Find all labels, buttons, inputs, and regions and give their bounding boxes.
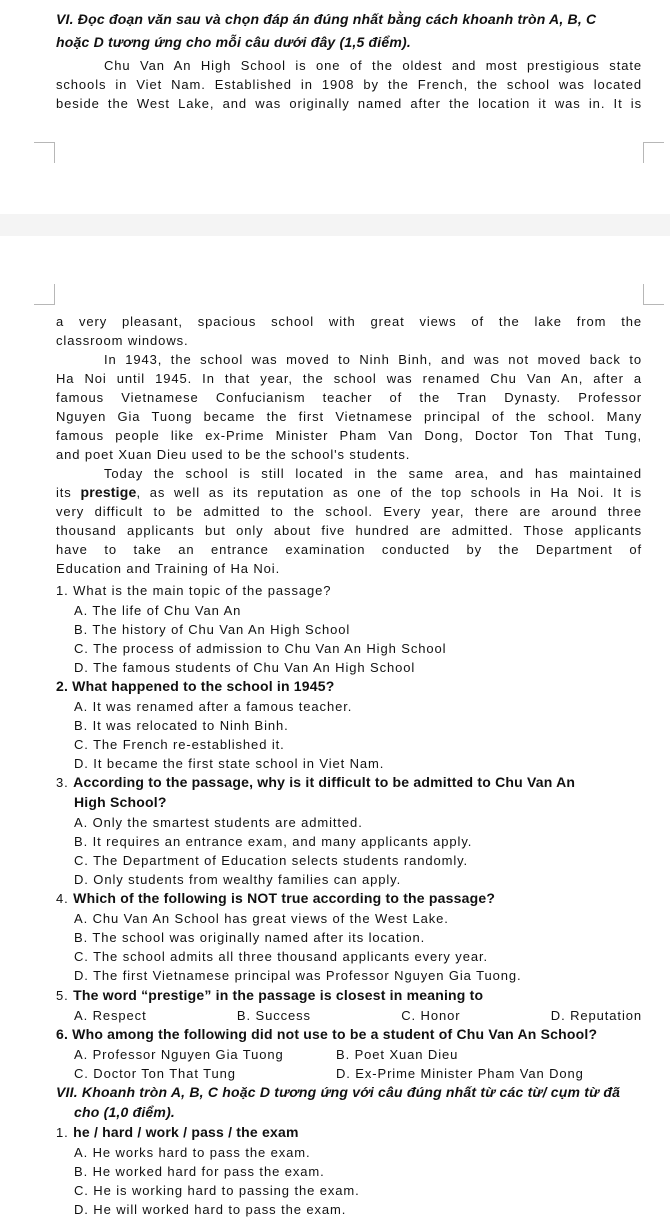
question-1: 1. What is the main topic of the passage? xyxy=(56,583,332,598)
question-text: According to the passage, why is it difficult to be admitted to Chu Van An xyxy=(73,774,576,790)
option-a[interactable]: A. He works hard to pass the exam. xyxy=(74,1145,311,1160)
option-b[interactable]: B. Success xyxy=(236,1008,311,1023)
passage-line: very difficult to be admitted to the school. Every year, there are around three xyxy=(56,504,642,519)
option-c[interactable]: C. Doctor Ton That Tung xyxy=(74,1066,236,1081)
option-b[interactable]: B. It requires an entrance exam, and many applicants apply. xyxy=(74,834,473,849)
option-d[interactable]: D. He will worked hard to pass the exam. xyxy=(74,1202,347,1217)
passage-line: famous Vietnamese Confucianism teacher of the Tran Dynasty. Professor xyxy=(56,390,642,405)
section-7-heading-line-2: cho (1,0 điểm). xyxy=(74,1104,176,1120)
question-number: 1. xyxy=(56,1125,74,1140)
passage-line: thousand applicants but only about five hundred are admitted. Those applicants xyxy=(56,523,642,538)
option-c[interactable]: C. The school admits all three thousand applicants every year. xyxy=(74,949,488,964)
question-number: 4. xyxy=(56,891,74,906)
passage-line: famous people like ex-Prime Minister Pham Van Dong, Doctor Ton That Tung, xyxy=(56,428,642,443)
option-d[interactable]: D. Reputation xyxy=(550,1008,642,1023)
passage-line: have to take an entrance examination conducted by the Department of xyxy=(56,542,642,557)
question-number: 3. xyxy=(56,775,74,790)
question-3-continued: High School? xyxy=(74,794,167,810)
option-a[interactable]: A. The life of Chu Van An xyxy=(74,603,242,618)
question-text: The word “prestige” in the passage is closest in meaning to xyxy=(73,987,484,1003)
highlighted-word: prestige xyxy=(80,484,137,500)
section-6-heading-line-2: hoặc D tương ứng cho mỗi câu dưới đây (1,5 điểm). xyxy=(56,34,411,50)
question-2: 2. What happened to the school in 1945? xyxy=(56,678,335,694)
question-text: he / hard / work / pass / the exam xyxy=(73,1124,299,1140)
passage-line: Education and Training of Ha Noi. xyxy=(56,561,281,576)
passage-line: classroom windows. xyxy=(56,333,189,348)
passage-line: a very pleasant, spacious school with great views of the lake from the xyxy=(56,314,642,329)
option-c[interactable]: C. The process of admission to Chu Van An High School xyxy=(74,641,447,656)
passage-line: beside the West Lake, and was originally named after the location it was in. It is xyxy=(56,96,642,111)
option-c[interactable]: C. Honor xyxy=(401,1008,461,1023)
question-number: 5. xyxy=(56,988,74,1003)
option-c[interactable]: C. He is working hard to passing the exam. xyxy=(74,1183,360,1198)
passage-line xyxy=(56,483,642,502)
passage-line: Nguyen Gia Tuong became the first Vietnamese principal of the school. Many xyxy=(56,409,642,424)
option-d[interactable]: D. The first Vietnamese principal was Professor Nguyen Gia Tuong. xyxy=(74,968,522,983)
question-5 xyxy=(56,986,670,1005)
option-a[interactable]: A. Respect xyxy=(74,1008,147,1023)
option-b[interactable]: B. The history of Chu Van An High School xyxy=(74,622,351,637)
option-d[interactable]: D. It became the first state school in Viet Nam. xyxy=(74,756,385,771)
option-b[interactable]: B. The school was originally named after its location. xyxy=(74,930,426,945)
option-d[interactable]: D. Only students from wealthy families can apply. xyxy=(74,872,402,887)
option-b[interactable]: B. He worked hard for pass the exam. xyxy=(74,1164,325,1179)
option-a[interactable]: A. Chu Van An School has great views of the West Lake. xyxy=(74,911,449,926)
option-a[interactable]: A. Only the smartest students are admitted. xyxy=(74,815,363,830)
option-a[interactable]: A. Professor Nguyen Gia Tuong xyxy=(74,1047,284,1062)
question-text: Which of the following is NOT true according to the passage? xyxy=(73,890,496,906)
option-a[interactable]: A. It was renamed after a famous teacher. xyxy=(74,699,353,714)
section-7-question-1 xyxy=(56,1123,670,1142)
passage-line: Ha Noi until 1945. In that year, the school was renamed Chu Van An, after a xyxy=(56,371,642,386)
passage-line: schools in Viet Nam. Established in 1908 by the French, the school was located xyxy=(56,77,642,92)
option-b[interactable]: B. Poet Xuan Dieu xyxy=(336,1047,459,1062)
passage-line: and poet Xuan Dieu used to be the school's students. xyxy=(56,447,411,462)
section-7-heading-line-1: VII. Khoanh tròn A, B, C hoặc D tương ứng với câu đúng nhất từ các từ/ cụm từ đã xyxy=(56,1084,621,1100)
options-row xyxy=(74,1006,642,1025)
option-c[interactable]: C. The Department of Education selects students randomly. xyxy=(74,853,469,868)
option-d[interactable]: D. The famous students of Chu Van An High School xyxy=(74,660,416,675)
passage-line: In 1943, the school was moved to Ninh Binh, and was not moved back to xyxy=(104,352,642,367)
question-3 xyxy=(56,773,670,792)
passage-text: its xyxy=(56,485,81,500)
passage-text: , as well as its reputation as one of the top schools in Ha Noi. It is xyxy=(136,485,642,500)
passage-line: Chu Van An High School is one of the oldest and most prestigious state xyxy=(104,58,642,73)
option-c[interactable]: C. The French re-established it. xyxy=(74,737,285,752)
option-d[interactable]: D. Ex-Prime Minister Pham Van Dong xyxy=(336,1066,584,1081)
passage-line: Today the school is still located in the same area, and has maintained xyxy=(104,466,642,481)
question-6: 6. Who among the following did not use to be a student of Chu Van An School? xyxy=(56,1026,598,1042)
section-6-heading-line-1: VI. Đọc đoạn văn sau và chọn đáp án đúng nhất bằng cách khoanh tròn A, B, C xyxy=(56,11,597,27)
option-b[interactable]: B. It was relocated to Ninh Binh. xyxy=(74,718,289,733)
question-4 xyxy=(56,889,670,908)
